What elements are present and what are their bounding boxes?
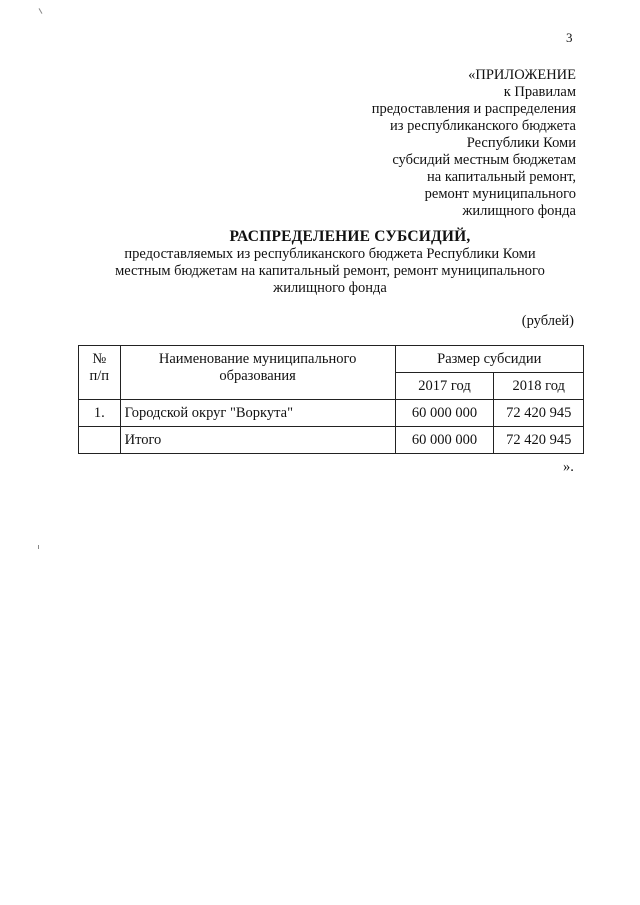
subsidy-table xyxy=(78,345,584,454)
header-subsidy: Размер субсидии xyxy=(395,346,583,373)
header-year-2017: 2017 год xyxy=(395,373,494,400)
cell-year-2018: 72 420 945 xyxy=(494,400,584,427)
subtitle-line: местным бюджетам на капитальный ремонт, ремонт муниципального xyxy=(115,263,545,279)
scan-mark-side xyxy=(38,545,39,549)
header-year-2018: 2018 год xyxy=(494,373,584,400)
scan-mark-top xyxy=(39,8,43,14)
appendix-line: ремонт муниципального xyxy=(424,186,576,202)
table-row xyxy=(79,400,584,427)
cell-number: 1. xyxy=(79,400,121,427)
header-name xyxy=(120,346,395,400)
table-row-total xyxy=(79,427,584,454)
appendix-line: «ПРИЛОЖЕНИЕ xyxy=(468,67,576,83)
table-header-row xyxy=(79,346,584,373)
cell-name: Итого xyxy=(120,427,395,454)
units-label: (рублей) xyxy=(521,313,574,329)
appendix-line: предоставления и распределения xyxy=(371,101,576,117)
cell-year-2017: 60 000 000 xyxy=(395,427,494,454)
cell-year-2017: 60 000 000 xyxy=(395,400,494,427)
closing-quote: ». xyxy=(563,459,574,475)
header-number xyxy=(79,346,121,400)
appendix-line: субсидий местным бюджетам xyxy=(392,152,576,168)
appendix-line: на капитальный ремонт, xyxy=(427,169,576,185)
subtitle-line: предоставляемых из республиканского бюджета Республики Коми xyxy=(124,246,536,262)
appendix-line: к Правилам xyxy=(503,84,576,100)
appendix-header xyxy=(316,67,576,220)
header-name-label: Наименование муниципального образования xyxy=(158,351,357,384)
document-subtitle xyxy=(80,246,580,297)
appendix-line: Республики Коми xyxy=(466,135,576,151)
cell-year-2018: 72 420 945 xyxy=(494,427,584,454)
cell-number xyxy=(79,427,121,454)
appendix-line: из республиканского бюджета xyxy=(390,118,576,134)
cell-name: Городской округ "Воркута" xyxy=(120,400,395,427)
appendix-line: жилищного фонда xyxy=(462,203,576,219)
document-title: РАСПРЕДЕЛЕНИЕ СУБСИДИЙ, xyxy=(229,228,471,245)
subtitle-line: жилищного фонда xyxy=(273,280,387,296)
page-number: 3 xyxy=(566,30,573,45)
header-number-label: № п/п xyxy=(89,351,110,384)
